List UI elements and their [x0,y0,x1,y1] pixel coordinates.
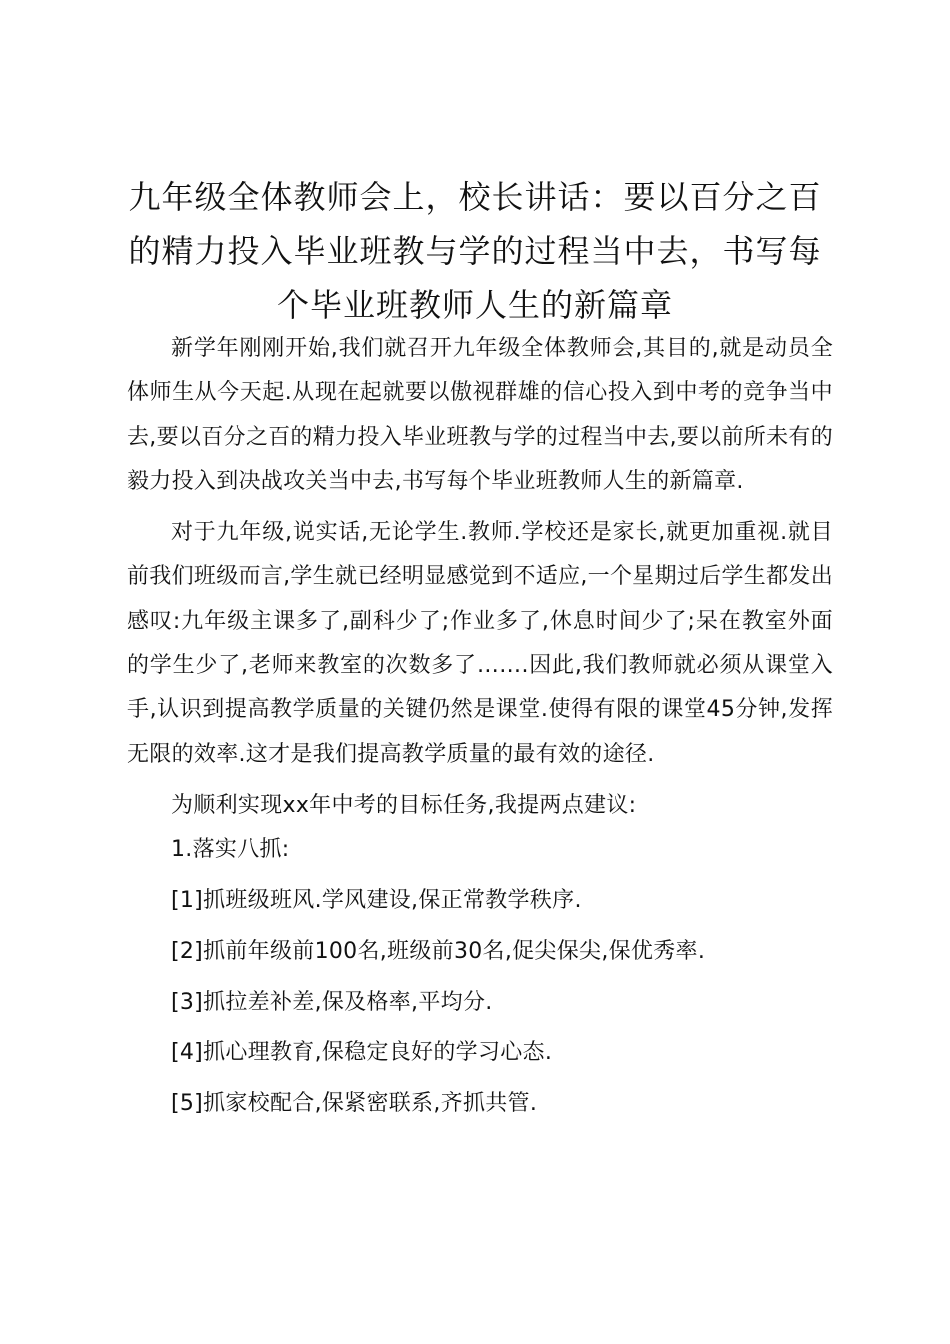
list-item: [2]抓前年级前100名,班级前30名,促尖保尖,保优秀率. [171,938,706,964]
paragraph-suggestions: 为顺利实现xx年中考的目标任务,我提两点建议: [171,792,637,818]
document-body [127,327,833,1127]
list-item: [5]抓家校配合,保紧密联系,齐抓共管. [171,1091,538,1117]
list-item: [3]抓拉差补差,保及格率,平均分. [171,989,493,1015]
paragraph-intro: 新学年刚刚开始,我们就召开九年级全体教师会,其目的,就是动员全体师生从今天起.从现在起就要以傲视群雄的信心投入到中考的竞争当中去,要以百分之百的精力投入毕业班教与学的过程当中去,要以前所未有的毅力投入到决战攻关当中去,书写每个毕业班教师人生的新篇章. [127,336,833,494]
list-item: [1]抓班级班风.学风建设,保正常教学秩序. [171,888,582,914]
document-title: 九年级全体教师会上，校长讲话：要以百分之百的精力投入毕业班教与学的过程当中去，书写每个毕业班教师人生的新篇章 [128,178,822,324]
list-item: [4]抓心理教育,保稳定良好的学习心态. [171,1040,553,1066]
list-heading: 1.落实八抓: [171,837,290,863]
paragraph-grade-nine: 对于九年级,说实话,无论学生.教师.学校还是家长,就更加重视.就目前我们班级而言,学生就已经明显感觉到不适应,一个星期过后学生都发出感叹:九年级主课多了,副科少了;作业多了,休息时间少了;呆在教室外面的学生少了,老师来教室的次数多了…….因此,我们教师就必须从课堂入手,认识到提高教学质量的关键仍然是课堂.使得有限的课堂45分钟,发挥无限的效率.这才是我们提高教学质量的最有效的途径. [127,520,833,767]
